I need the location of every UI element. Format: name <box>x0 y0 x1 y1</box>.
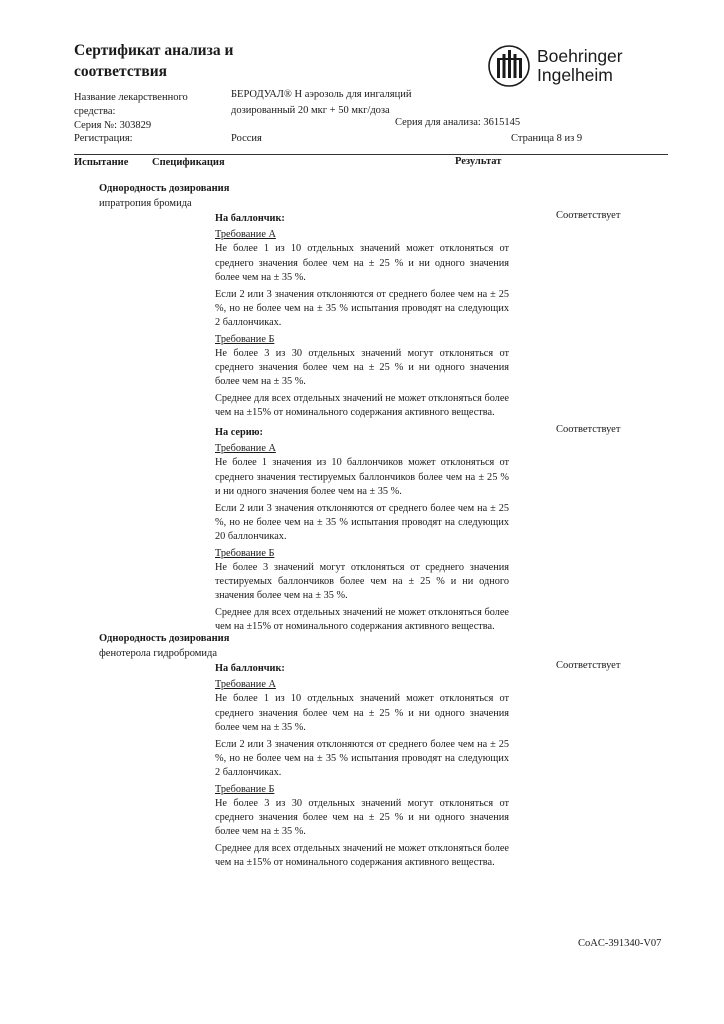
requirement-b-text: Не более 3 из 30 отдельных значений могут отклоняться от среднего значения более чем на ± 25 % и ни одного значения более чем на ± 35 %. <box>215 348 509 388</box>
column-header-result: Результат <box>455 156 502 167</box>
result-value: Соответствует <box>556 210 621 221</box>
requirement-a-retest: Если 2 или 3 значения отклоняются от среднего более чем на ± 25 %, но не более чем на ± 35 % испытания проводят на следующих 2 баллончиках. <box>215 738 509 779</box>
requirement-b-text: Не более 3 из 30 отдельных значений могут отклоняться от среднего значения более чем на ± 25 % и ни одного значения более чем на ± 35 %. <box>215 798 509 838</box>
requirement-a-label: Требование А <box>215 443 276 455</box>
requirement-a-text: Не более 1 из 10 отдельных значений может отклоняться от среднего значения более чем на ± 25 % и ни одного значения более чем на ± 35 %. <box>215 243 509 283</box>
requirement-a-label: Требование А <box>215 229 276 241</box>
requirement-a-label: Требование А <box>215 679 276 691</box>
boehringer-logo-icon <box>487 44 531 88</box>
document-title <box>74 40 304 82</box>
block-heading: На серию: <box>215 427 263 438</box>
column-header-test: Испытание <box>74 157 129 168</box>
analysis-series: Серия для анализа: 3615145 <box>395 117 521 128</box>
requirement-b-mean: Среднее для всех отдельных значений не может отклоняться более чем на ±15% от номинального содержания активного вещества. <box>215 607 509 633</box>
registration-value: Россия <box>231 133 262 144</box>
spec-block <box>215 212 509 423</box>
spec-block <box>215 662 509 873</box>
document-code: CoAC-391340-V07 <box>578 938 662 949</box>
requirement-b-label: Требование Б <box>215 547 275 559</box>
company-logo <box>487 44 623 88</box>
requirement-b-label: Требование Б <box>215 333 275 345</box>
requirement-b-mean: Среднее для всех отдельных значений не может отклоняться более чем на ±15% от номинального содержания активного вещества. <box>215 393 509 419</box>
title-line-1: Сертификат анализа и <box>74 42 234 59</box>
section-subtitle: ипратропия бромида <box>99 198 192 209</box>
logo-wordmark: Boehringer Ingelheim <box>537 46 623 85</box>
requirement-a-retest: Если 2 или 3 значения отклоняются от среднего более чем на ± 25 %, но не более чем на ± 35 % испытания проводят на следующих 20 баллончиках. <box>215 502 509 543</box>
result-value: Соответствует <box>556 660 621 671</box>
section-subtitle: фенотерола гидробромида <box>99 648 218 659</box>
result-value: Соответствует <box>556 424 621 435</box>
registration-label: Регистрация: <box>74 133 133 144</box>
requirement-b-mean: Среднее для всех отдельных значений не может отклоняться более чем на ±15% от номинального содержания активного вещества. <box>215 843 509 869</box>
spec-block <box>215 426 509 637</box>
header-divider <box>74 154 668 155</box>
title-line-2: соответствия <box>74 63 168 80</box>
block-heading: На баллончик: <box>215 213 285 224</box>
block-heading: На баллончик: <box>215 663 285 674</box>
drug-name-value: БЕРОДУАЛ® Н аэрозоль для ингаляций дозированный 20 мкг + 50 мкг/доза <box>231 89 412 116</box>
page-number: Страница 8 из 9 <box>511 133 583 144</box>
requirement-a-text: Не более 1 значения из 10 баллончиков может отклоняться от среднего значения тестируемых баллончиков более чем на ± 25 % и ни одного значения более чем на ± 35 %. <box>215 457 509 497</box>
section-title: Однородность дозирования <box>99 633 230 644</box>
requirement-b-text: Не более 3 значений могут отклоняться от среднего значения тестируемых баллончиков более чем на ± 25 % и ни одного значения более чем на ± 35 %. <box>215 562 509 602</box>
drug-name-label: Название лекарственного средства: <box>74 92 188 117</box>
requirement-a-text: Не более 1 из 10 отдельных значений может отклоняться от среднего значения более чем на ± 25 % и ни одного значения более чем на ± 35 %. <box>215 693 509 733</box>
section-title: Однородность дозирования <box>99 183 230 194</box>
column-header-spec: Спецификация <box>152 157 225 168</box>
requirement-a-retest: Если 2 или 3 значения отклоняются от среднего более чем на ± 25 %, но не более чем на ± 35 % испытания проводят на следующих 2 баллончиках. <box>215 288 509 329</box>
requirement-b-label: Требование Б <box>215 783 275 795</box>
series-number: Серия №: 303829 <box>74 120 152 131</box>
